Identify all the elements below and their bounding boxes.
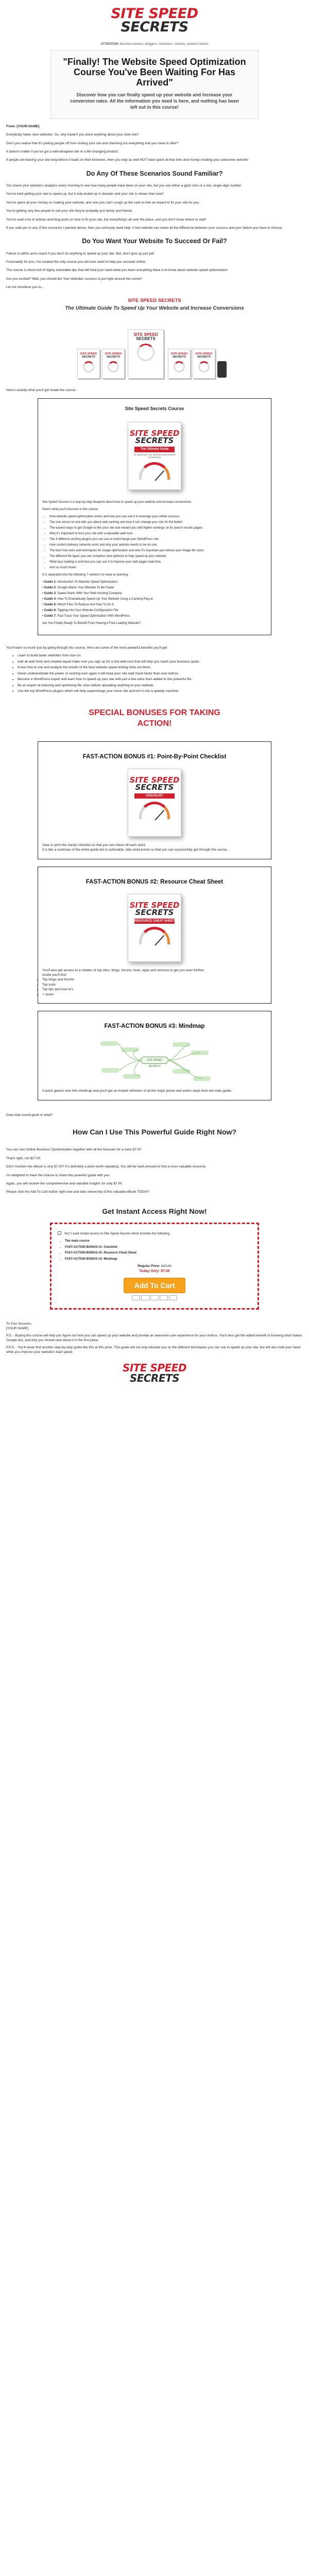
attention-text: Business owners, bloggers, marketers, coaches, product owners (119, 43, 209, 46)
list-item: • Become a WordPress expert and learn how to speed up your site with just a few extra lines added to this powerful file. (18, 677, 303, 682)
order-box (50, 1223, 259, 1310)
list-item: • Add all web fonts and created equal make sure you sign up for a fast web host that will help you reach your business goals. (18, 660, 303, 665)
list-item: • The different file types you can compress and optimize to help speed up your website. (49, 554, 267, 558)
list-item: • The main course (65, 1239, 251, 1244)
how-heading: How Can I Use This Powerful Guide Right Now? (72, 1128, 237, 1137)
guide-item: • Guide 5: Which Files To Reduce And How To Do It (42, 603, 114, 606)
signoff-line: To Your Success, (6, 1322, 32, 1326)
succeed-heading: Do You Want Your Website To Succeed Or Fail? (82, 238, 227, 245)
scenario-paragraph: You've tried getting your site to speed up, but it only ended up in disaster and your site is slower than ever! (6, 192, 164, 196)
guide-item: • Guide 3: Speed Starts With Your Web Hosting Company (42, 591, 122, 595)
list-item: • How content delivery networks work and why your website needs to be on one. (49, 543, 267, 547)
guide-item: • Guide 1: Introduction To Website Speed Optimization (42, 580, 117, 584)
scenarios-heading: Do Any Of These Scenarios Sound Familiar? (86, 170, 223, 177)
intro-paragraph: Everybody hates slow websites. So, why haven't you done anything about your slow site? (6, 133, 139, 137)
how-paragraph: You can own Online Business Systemization together with all the bonuses for a mere $7.00 (6, 1148, 142, 1152)
logo-line-1: SITE SPEED (111, 6, 198, 22)
hero-headline: "Finally! The Website Speed Optimization Course You've Been Waiting For Has Arrived" (63, 56, 246, 88)
guide-item: • Guide 6: Tapping Into Your Website Configuration File (42, 608, 118, 612)
course-bullets (42, 515, 267, 570)
today-price-row (58, 1269, 251, 1274)
speedometer-icon (139, 462, 170, 480)
product-box-image: SITE SPEED SECRETS (168, 349, 191, 379)
scenario-paragraph: You've read a lot of articles and blog posts on how to fix your site, but everything's all over the place, and you don't know where to start! (6, 217, 207, 222)
bonus-card-2 (38, 867, 271, 1004)
list-item: • The 4 different caching plugins you can use to turbocharge your WordPress site. (49, 537, 267, 541)
course-card-title: Site Speed Secrets Course (125, 405, 184, 411)
list-item: • Use the top WordPress plugins which will help supercharge your clone site and turn it into a speedy machine. (18, 689, 303, 694)
after-image-text (0, 383, 309, 393)
product-box-image: SITE SPEED SECRETS (102, 349, 125, 379)
logo-line-2: SECRETS (121, 19, 188, 35)
bonuses-heading: SPECIAL BONUSES FOR TAKING ACTION! (89, 708, 220, 728)
how-paragraph: Don't mention the eBook is only $7.00? It's definitely a point worth repeating. You will be hard pressed to find a more valuable resource. (6, 1165, 207, 1169)
regular-price-row (58, 1264, 251, 1268)
succeed-paragraph: Fortunately for you, I've created the only course you will ever need to help you succeed online. (6, 260, 146, 264)
how-paragraph: That's right, not $27.00 (6, 1156, 41, 1160)
list-item: • Learn to build faster websites from now on. (18, 654, 303, 658)
guide-item: • Guide 2: Google Wants Your Website To Be Faster (42, 586, 114, 589)
succeed-paragraph: Failure is within arms reach if you don't do anything to speed up your site. But, don't give up just yet! (6, 251, 154, 256)
access-heading: Get Instant Access Right Now! (102, 1207, 207, 1215)
list-item: • Know how to use and analyze the results of the best website speed testing tools out there. (18, 666, 303, 670)
list-item: • FAST-ACTION BONUS #2: Resource Cheat Sheet (65, 1251, 251, 1256)
bonus-title: FAST-ACTION BONUS #2: Resource Cheat Sheet (85, 878, 224, 885)
cheatsheet-cover-image: SITE SPEED SECRETS RESOURCE CHEAT SHEET (128, 894, 181, 962)
how-section (0, 1142, 309, 1195)
list-item: • Why it's important to host your site with a reputable web host. (49, 532, 267, 536)
regular-price-value: $27.00 (161, 1264, 171, 1268)
list-item: • Never underestimate the power of caching ever again it will keep your site load much faster than ever before. (18, 672, 303, 676)
bonus-list-intro: Inside you'll find: (42, 973, 67, 977)
course-desc: Site Speed Secrets is a step-by-step blueprint about how to speed up your website and increase conversions. (42, 500, 192, 504)
bonus-bullets (42, 977, 267, 997)
checkbox-icon[interactable] (58, 1231, 61, 1235)
today-price-label: Today Only: (139, 1269, 160, 1274)
product-box-image: SITE SPEED SECRETS (77, 349, 100, 379)
order-inner (58, 1231, 251, 1302)
signoff (0, 1316, 309, 1331)
cover-banner: The Ultimate Guide (134, 447, 175, 452)
list-item: • Top tools (42, 982, 267, 987)
succeed-paragraph: Are you excited? Well, you should be! Your websites success is just right around the corner! (6, 277, 142, 281)
attention-label: ATTENTION: (100, 43, 119, 46)
discover-icon (160, 1295, 168, 1300)
hero-box (50, 50, 259, 119)
bonus-desc: It is like a summary of the entire guide but in actionable, bite-sized points so that you can successfully get through the course. (42, 848, 228, 852)
cover-subtitle: To Speed Up Your Website and Increase Conversions (133, 453, 176, 459)
after-bonus (0, 1108, 309, 1117)
how-paragraph: I'm delighted to have the chance to share this powerful guide with you. (6, 1173, 111, 1177)
course-closing: Are You Finally Ready To Benefit From Having A Fast Loading Website? (42, 621, 141, 625)
list-item: • What lazy loading is and how you can use it to improve your web pages load time. (49, 560, 267, 564)
product-name: SITE SPEED SECRETS (128, 297, 181, 303)
list-item: • Be an expert at reducing and optimizing file sizes before uploading anything to your website. (18, 684, 303, 688)
cover-title-2: SECRETS (135, 435, 174, 445)
how-paragraph: Please click the Add To Cart button right now and take ownership of this valuable eBook TODAY! (6, 1190, 149, 1194)
mastercard-icon (141, 1295, 149, 1300)
footer-logo-line-2: SECRETS (129, 1372, 180, 1385)
phone-image (217, 361, 227, 378)
product-tagline: The Ultimate Guide To Speed Up Your Website and Increase Conversions (65, 306, 244, 312)
list-item: • FAST-ACTION BONUS #1: Checklist (65, 1245, 251, 1250)
learn-bullets (6, 654, 303, 694)
bonus-title: FAST-ACTION BONUS #1: Point-By-Point Checklist (82, 753, 227, 760)
regular-price-label: Regular Price: (138, 1264, 161, 1268)
checklist-cover-image: SITE SPEED SECRETS CHECKLIST (128, 769, 181, 837)
guides-intro: It is separated into the following 7 sections for ease or learning: (42, 573, 129, 577)
mindmap-center: SITE SPEED SECRETS (141, 1057, 168, 1064)
succeed-paragraph: Let me introduce you to... (6, 285, 44, 290)
intro-from: From: [YOUR NAME] (6, 124, 40, 128)
list-item: • Top blogs and forums (42, 977, 267, 982)
bonus-card-1 (38, 741, 271, 859)
intro-paragraph: Don't you realize that it's putting people off from visiting your site and checking out everything that you have to offer? (6, 141, 178, 145)
scenario-paragraph: You're getting very few people to sell your site they're probably just family and friends. (6, 209, 133, 213)
after-bonus-text: Does that sound good or what? (6, 1113, 53, 1117)
footer-logo (0, 1363, 309, 1383)
bonus-desc: You'll also get access to a rolodex of top sites, blogs, forums, tools, apps and services to get you even further. (42, 968, 204, 972)
bonus-title: FAST-ACTION BONUS #3: Mindmap (104, 1023, 205, 1030)
course-list-intro: Here's what you'll discover in this course: (42, 507, 99, 511)
cover-title-1: SITE SPEED (129, 428, 180, 438)
mindmap-lines (95, 1037, 214, 1083)
course-card (38, 398, 271, 635)
list-item: • The one secret no one tells you about web caching and how it can change your site for the better! (49, 520, 267, 524)
list-item: • The easiest ways to get Google to like your site and reward you with higher rankings on its search results pages. (49, 526, 267, 530)
today-price-value: $7.00 (161, 1269, 170, 1274)
speedometer-icon (139, 802, 170, 819)
bonus-card-3 (38, 1011, 271, 1100)
ps-paragraph: P.S. - Buying this course will help you figure out how you can speed up your website and provide an awesome user experience for your visitors. You'll also get the added benefit of knowing what makes Google tick, and why you should care about it in the first place. (6, 1334, 302, 1342)
hero-subheadline: Discover how you can finally speed up your website and increase your conversion rates. All the information you need is here, and nothing has been left out in this course! (70, 92, 239, 110)
how-paragraph: Again, you will receive the comprehensive and valuable insights for only $7.00 (6, 1182, 122, 1185)
guide-item: • Guide 7: Fast Track Your Speed Optimization With WordPress (42, 614, 130, 618)
header-logo (0, 0, 309, 40)
speedometer-icon (139, 927, 170, 944)
amex-icon (150, 1295, 159, 1300)
paypal-icon (169, 1295, 177, 1300)
guides-list (42, 580, 267, 618)
course-cover-image (128, 422, 181, 490)
scenario-paragraph: You've spent all your money on making your website, and now you can't cough up the cash to hire an expert to fix your site for you. (6, 200, 200, 205)
payment-icons (58, 1295, 251, 1302)
pps-paragraph: P.P.S. - You'll never find another step-by-step guide like this at this price. This guide will not only educate you on the different techniques you can use to speed up your site, but will also hold your hand while you improve your website's load speed. (6, 1346, 300, 1354)
attention-line (0, 40, 309, 50)
list-item: • Top tips and how to's (42, 987, 267, 992)
guide-item: • Guide 4: How To Dramatically Speed Up Your Website Using a Caching Plug-in (42, 597, 153, 601)
access-checkbox-text: Yes! I want instant access to Site Speed Secrets which includes the following: (64, 1232, 170, 1236)
access-items (58, 1239, 251, 1261)
product-box-image: SITE SPEED SECRETS (193, 349, 215, 379)
mindmap-image (95, 1037, 214, 1083)
scenario-paragraph: If you said yes to any of the scenarios I painted above, then you seriously need help. A fast website can mean all the difference between your success and your failure you have to choose. (6, 226, 283, 230)
list-item: • + more! (42, 992, 267, 997)
after-image-paragraph: Here's exactly what you'll get inside the course: (6, 388, 77, 393)
list-item: • FAST-ACTION BONUS #3: Mindmap (65, 1257, 251, 1262)
list-item: • The best free tools and techniques for image optimization and why it's important you reduce your image file sizes. (49, 549, 267, 553)
list-item: • And so much more! (49, 566, 267, 570)
intro-paragraph: If people are leaving your site long before it loads on their browsers, then you may as well NOT have spent all that time and money creating your awesome website! (6, 158, 249, 162)
footer-logo-line-1: SITE SPEED (122, 1362, 187, 1375)
intro-section (0, 119, 309, 290)
add-to-cart-button[interactable]: Add To Cart (124, 1278, 185, 1293)
learn-section (0, 640, 309, 694)
intro-paragraph: It doesn't matter if you've got a well-designed site or a life-changing product. (6, 149, 119, 154)
product-box-image: SITE SPEED SECRETS (128, 329, 164, 379)
bonus-desc: View or print this handy checklist so that you can check off each point. (42, 843, 146, 847)
signoff-name: [YOUR NAME] (6, 1326, 28, 1330)
product-bundle-image (77, 317, 232, 379)
succeed-paragraph: The course is chock-full of highly actionable tips that will hold your hand while you learn everything there is to know about website speed optimization! (6, 268, 228, 273)
scenario-paragraph: You check your website's analytics every morning to see how many people have been on your site, but you see either a giant zero or a low, single-digit number. (6, 183, 242, 188)
list-item: • How website speed optimization works and how you can use it to leverage your online success. (49, 515, 267, 519)
access-checkbox-row[interactable] (58, 1231, 251, 1236)
learn-intro: You'll learn so much just by going through this course. Here are some of the most powerful benefits you'll get: (6, 646, 168, 650)
visa-icon (132, 1295, 140, 1300)
bonus-desc: A quick glance over this mindmap and you'll get an instant refresher of all the major points and action steps from the main guide. (42, 1089, 232, 1093)
